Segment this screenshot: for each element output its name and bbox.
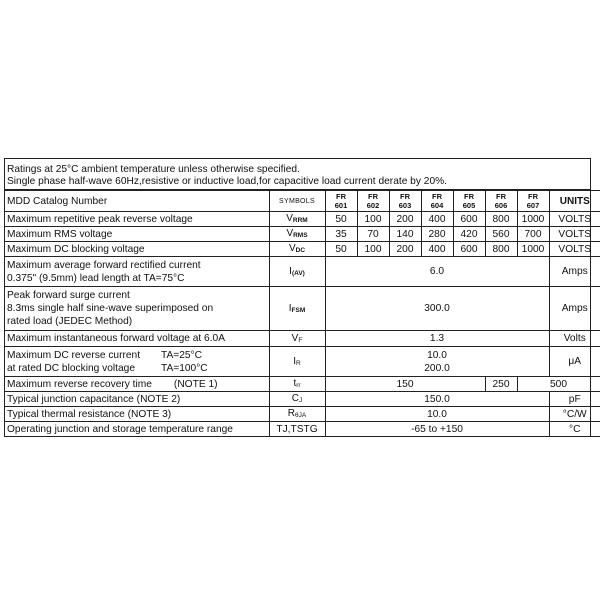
row-value: 300.0 xyxy=(325,287,549,331)
part-header-601: FR 601 xyxy=(325,191,357,212)
row-description: Maximum DC reverse current TA=25°C at rated DC blocking voltage TA=100°C xyxy=(5,347,269,377)
row-value: 280 xyxy=(421,227,453,242)
row-symbol: VRRM xyxy=(269,212,325,227)
table-row xyxy=(5,257,600,287)
row-value: 10.0 xyxy=(325,407,549,422)
row-value: 560 xyxy=(485,227,517,242)
part-header-604: FR 604 xyxy=(421,191,453,212)
row-symbol: VF xyxy=(269,331,325,347)
row-unit: °C xyxy=(549,422,600,437)
table-row xyxy=(5,242,600,257)
row-description: Operating junction and storage temperature range xyxy=(5,422,269,437)
symbols-header: SYMBOLS xyxy=(269,191,325,212)
row-description: Maximum DC blocking voltage xyxy=(5,242,269,257)
row-unit: Amps xyxy=(549,287,600,331)
row-description: Maximum RMS voltage xyxy=(5,227,269,242)
row-value: 140 xyxy=(389,227,421,242)
table-row xyxy=(5,392,600,407)
row-description: Maximum instantaneous forward voltage at 6.0A xyxy=(5,331,269,347)
row-symbol: IR xyxy=(269,347,325,377)
row-description: Maximum average forward rectified current 0.375" (9.5mm) lead length at TA=75°C xyxy=(5,257,269,287)
row-unit: °C/W xyxy=(549,407,600,422)
row-symbol: RθJA xyxy=(269,407,325,422)
row-value: 1000 xyxy=(517,242,549,257)
ratings-table xyxy=(5,190,600,437)
table-row xyxy=(5,347,600,377)
row-value: 6.0 xyxy=(325,257,549,287)
row-symbol: I(AV) xyxy=(269,257,325,287)
row-value: 800 xyxy=(485,212,517,227)
row-description: Maximum repetitive peak reverse voltage xyxy=(5,212,269,227)
row-symbol: TJ,TSTG xyxy=(269,422,325,437)
row-unit: pF xyxy=(549,392,600,407)
header-row xyxy=(5,191,600,212)
row-value: 200 xyxy=(389,242,421,257)
row-value: 700 xyxy=(517,227,549,242)
note-line-2: Single phase half-wave 60Hz,resistive or inductive load,for capacitive load current derate by 20%. xyxy=(7,175,447,187)
row-symbol: trr xyxy=(269,377,325,392)
row-description: Typical junction capacitance (NOTE 2) xyxy=(5,392,269,407)
table-row xyxy=(5,287,600,331)
row-description: Maximum reverse recovery time (NOTE 1) xyxy=(5,377,269,392)
table-row xyxy=(5,331,600,347)
row-value: 10.0 200.0 xyxy=(325,347,549,377)
row-symbol: CJ xyxy=(269,392,325,407)
row-unit: Volts xyxy=(549,331,600,347)
table-row xyxy=(5,422,600,437)
row-description: Typical thermal resistance (NOTE 3) xyxy=(5,407,269,422)
row-unit: VOLTS xyxy=(549,212,600,227)
row-value: 600 xyxy=(453,242,485,257)
row-value: -65 to +150 xyxy=(325,422,549,437)
row-value: 600 xyxy=(453,212,485,227)
part-header-606: FR 606 xyxy=(485,191,517,212)
row-symbol: VDC xyxy=(269,242,325,257)
row-value: 150 xyxy=(325,377,485,392)
part-header-605: FR 605 xyxy=(453,191,485,212)
row-symbol: VRMS xyxy=(269,227,325,242)
row-symbol: IFSM xyxy=(269,287,325,331)
table-row xyxy=(5,227,600,242)
part-header-607: FR 607 xyxy=(517,191,549,212)
note-line-1: Ratings at 25°C ambient temperature unless otherwise specified. xyxy=(7,164,300,175)
row-value: 1.3 xyxy=(325,331,549,347)
row-unit: VOLTS xyxy=(549,227,600,242)
row-value: 1000 xyxy=(517,212,549,227)
row-value: 100 xyxy=(357,242,389,257)
ratings-notes xyxy=(5,159,590,190)
table-row xyxy=(5,377,600,392)
row-value: 150.0 xyxy=(325,392,549,407)
row-description: Peak forward surge current 8.3ms single half sine-wave superimposed on rated load (JEDEC Method) xyxy=(5,287,269,331)
row-value: 50 xyxy=(325,242,357,257)
row-value: 250 xyxy=(485,377,517,392)
part-header-603: FR 603 xyxy=(389,191,421,212)
row-value: 35 xyxy=(325,227,357,242)
row-unit: VOLTS xyxy=(549,242,600,257)
row-value: 420 xyxy=(453,227,485,242)
row-unit: Amps xyxy=(549,257,600,287)
catalog-header: MDD Catalog Number xyxy=(5,191,269,212)
row-value: 800 xyxy=(485,242,517,257)
row-value: 100 xyxy=(357,212,389,227)
row-value: 70 xyxy=(357,227,389,242)
row-value: 400 xyxy=(421,212,453,227)
row-value: 200 xyxy=(389,212,421,227)
table-row xyxy=(5,407,600,422)
row-value: 400 xyxy=(421,242,453,257)
units-header: UNITS xyxy=(549,191,600,212)
table-row xyxy=(5,212,600,227)
row-value: 500 xyxy=(517,377,600,392)
row-unit: μA xyxy=(549,347,600,377)
row-value: 50 xyxy=(325,212,357,227)
part-header-602: FR 602 xyxy=(357,191,389,212)
ratings-table-sheet xyxy=(4,158,591,437)
